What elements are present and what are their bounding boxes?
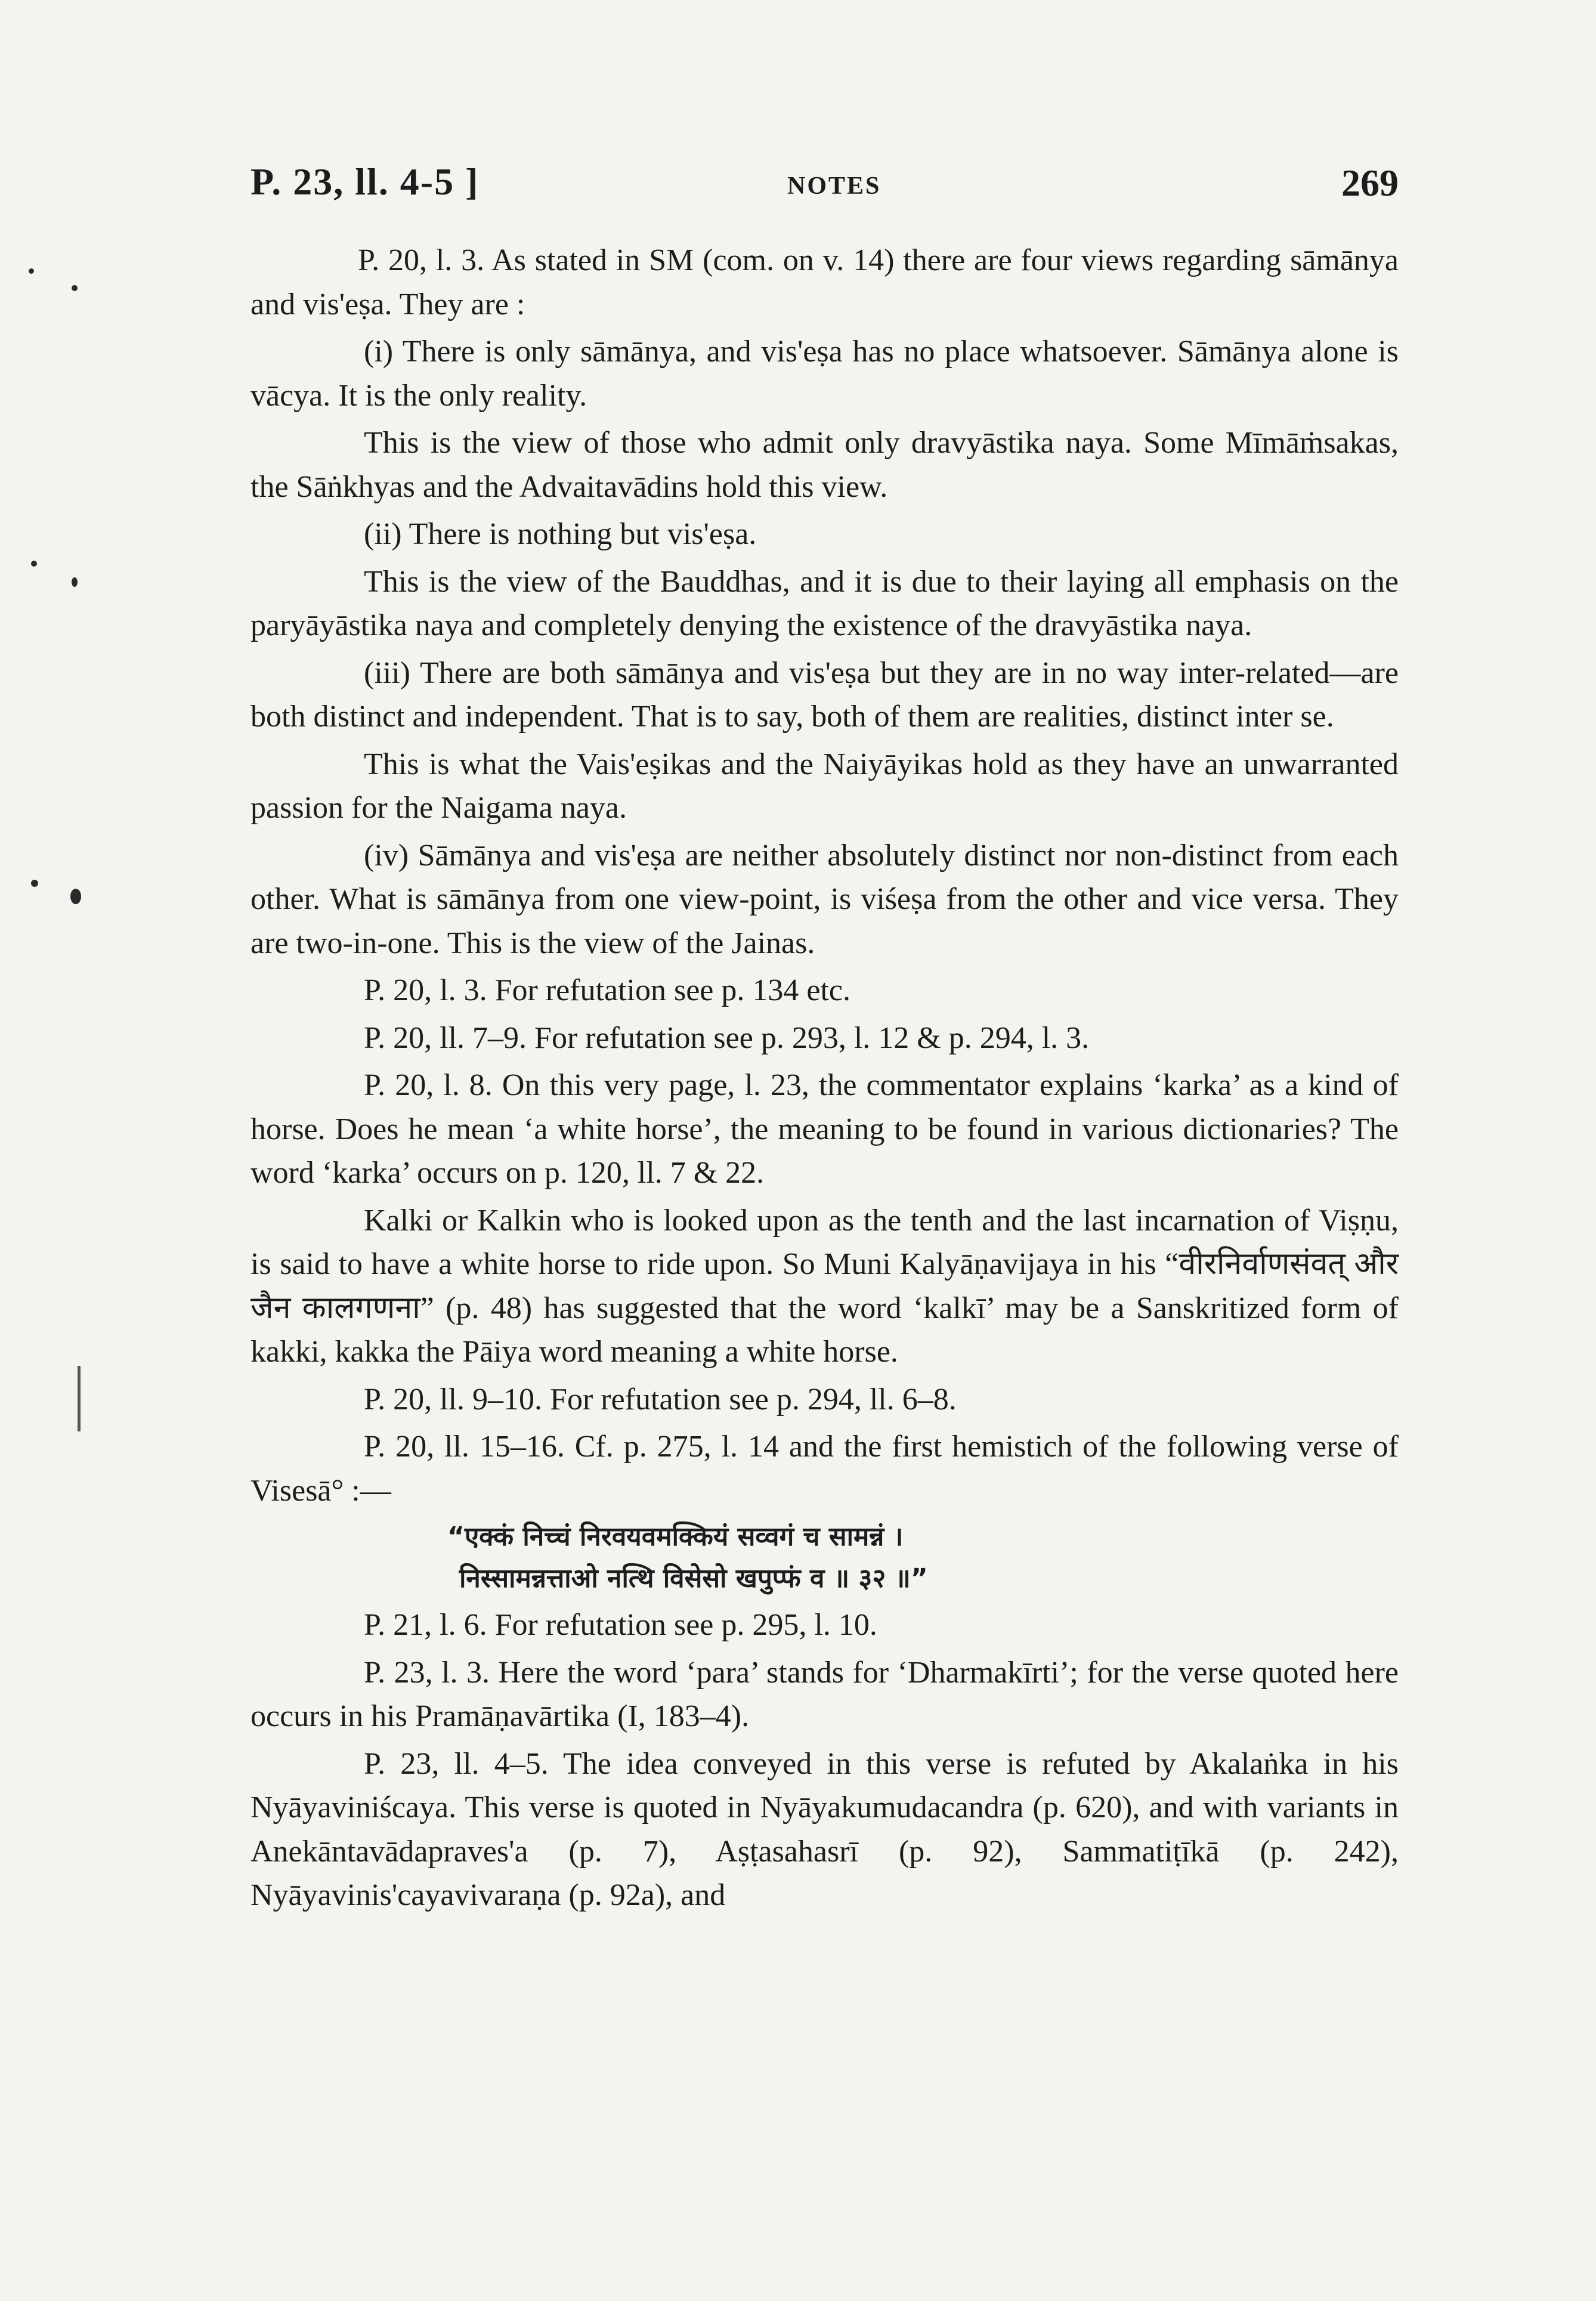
running-head-title: NOTES — [787, 172, 881, 200]
note-paragraph: Kalki or Kalkin who is looked upon as the tenth and the last incarnation of Viṣṇu, is said to have a white horse to ride upon. So Muni Kalyāṇavijaya in his “वीरनिर्वाणसंवत् और जैन कालगणना” (p. 48) has suggested that the word ‘kalkī’ may be a Sanskritized form of kakki, kakka the Pāiya word meaning a white horse. — [250, 1203, 1399, 1369]
margin-rule — [78, 1366, 81, 1431]
note-paragraph: P. 21, l. 6. For refutation see p. 295, l. 10. — [364, 1608, 877, 1642]
note-paragraph: P. 20, l. 8. On this very page, l. 23, the commentator explains ‘karka’ as a kind of horse. Does he mean ‘a white horse’, the meaning to be found in various dictionaries? The word ‘karka’ occurs on p. 120, ll. 7 & 22. — [250, 1068, 1399, 1190]
note-paragraph: (i) There is only sāmānya, and vis'eṣa has no place whatsoever. Sāmānya alone is vācya. It is the only reality. — [250, 335, 1399, 413]
note-paragraph: This is the view of those who admit only dravyāstika naya. Some Mīmāṁsakas, the Sāṅkhyas and the Advaitavādins hold this view. — [250, 426, 1399, 504]
scan-speck — [70, 889, 81, 904]
running-head-reference: P. 23, ll. 4-5 ] — [250, 160, 480, 203]
verse-line: निस्सामन्नत्ताओ नत्थि विसेसो खपुप्फं व ॥ ३२ ॥” — [459, 1563, 928, 1594]
note-paragraph: (iv) Sāmānya and vis'eṣa are neither absolutely distinct nor non-distinct from each other. What is sāmānya from one view-point, is viśeṣa from the other and vice versa. They are two-in-one. This is the view of the Jainas. — [250, 838, 1399, 960]
scan-speck — [31, 561, 37, 567]
note-paragraph: (ii) There is nothing but vis'eṣa. — [364, 517, 757, 551]
scan-speck — [29, 268, 34, 274]
note-paragraph: P. 20, ll. 7–9. For refutation see p. 293, l. 12 & p. 294, l. 3. — [364, 1020, 1090, 1055]
note-paragraph: P. 20, l. 3. For refutation see p. 134 etc. — [364, 973, 850, 1007]
note-paragraph: P. 23, l. 3. Here the word ‘para’ stands for ‘Dharmakīrti’; for the verse quoted here occurs in his Pramāṇavārtika (I, 183–4). — [250, 1655, 1399, 1733]
verse-line: “एक्कं निच्चं निरवयवमक्कियं सव्वगं च सामन्नं । — [447, 1521, 904, 1552]
notes-body — [250, 239, 1399, 1921]
note-paragraph: P. 23, ll. 4–5. The idea conveyed in this verse is refuted by Akalaṅka in his Nyāyaviniścaya. This verse is quoted in Nyāyakumudacandra (p. 620), and with variants in Anekāntavādapraves'a (p. 7), Aṣṭasahasrī (p. 92), Sammatiṭīkā (p. 242), Nyāyavinis'cayavivaraṇa (p. 92a), and — [250, 1746, 1399, 1912]
prakrit-verse — [447, 1516, 1399, 1600]
note-paragraph: This is the view of the Bauddhas, and it is due to their laying all emphasis on the paryāyāstika naya and completely denying the existence of the dravyāstika naya. — [250, 564, 1399, 642]
scan-speck — [72, 577, 78, 587]
note-paragraph: (iii) There are both sāmānya and vis'eṣa but they are in no way inter-related—are both distinct and independent. That is to say, both of them are realities, distinct inter se. — [250, 655, 1399, 734]
page-number: 269 — [1341, 162, 1399, 204]
note-paragraph: P. 20, ll. 15–16. Cf. p. 275, l. 14 and the first hemistich of the following verse of Visesā° :— — [250, 1430, 1399, 1508]
note-paragraph: This is what the Vais'eṣikas and the Naiyāyikas hold as they have an unwarranted passion for the Naigama naya. — [250, 747, 1399, 825]
note-paragraph: P. 20, ll. 9–10. For refutation see p. 294, ll. 6–8. — [364, 1382, 957, 1417]
scan-speck — [72, 285, 78, 291]
note-paragraph: P. 20, l. 3. As stated in SM (com. on v. 14) there are four views regarding sāmānya and vis'eṣa. They are : — [250, 243, 1399, 321]
scan-speck — [31, 880, 38, 887]
page-header — [250, 160, 1399, 214]
